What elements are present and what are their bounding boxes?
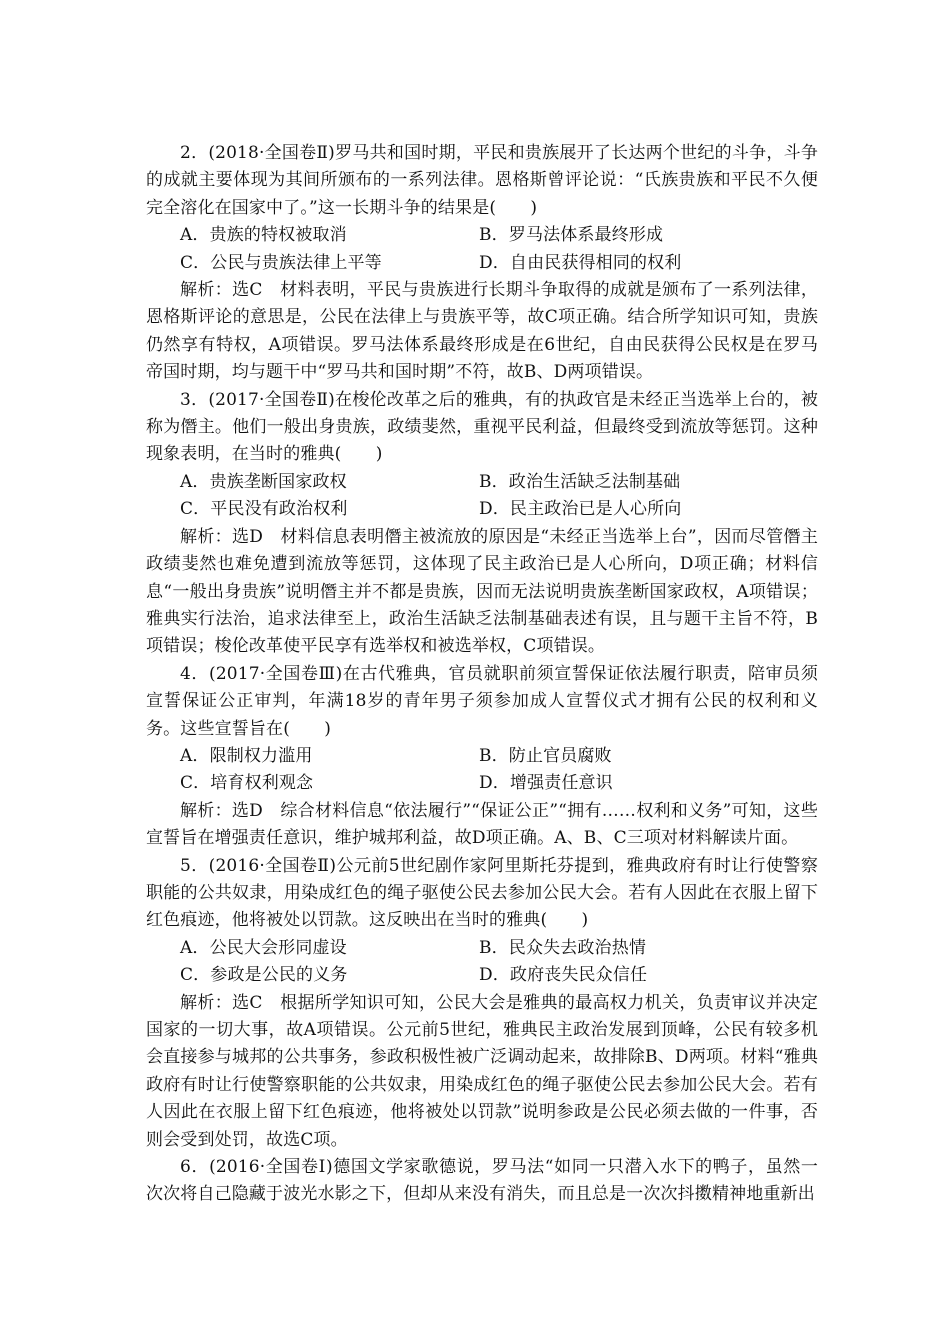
question-2-answer: 解析：选C 材料表明，平民与贵族进行长期斗争取得的成就是颁布了一系列法律，恩格斯评论的意思是，公民在法律上与贵族平等，故C项正确。结合所学知识可知，贵族仍然享有特权，A项错误。罗马法体系最终形成是在6世纪，自由民获得公民权是在罗马帝国时期，均与题干中“罗马共和国时期”不符，故B、D两项错误。: [146, 280, 818, 383]
question-5-option-b: B．民众失去政治热情: [479, 937, 646, 958]
question-4-option-b: B．防止官员腐败: [479, 745, 612, 766]
question-6-stem: 6．(2016·全国卷Ⅰ)德国文学家歌德说，罗马法“如同一只潜入水下的鸭子，虽然一次次将自己隐藏于波光水影之下，但却从来没有消失，而且总是一次次抖擞精神地重新出: [146, 1157, 818, 1205]
question-5-options-row-2: [146, 962, 818, 989]
question-4-option-d: D．增强责任意识: [479, 773, 613, 794]
question-5-options-row-1: [146, 935, 818, 962]
question-2-option-d: D．自由民获得相同的权利: [479, 252, 682, 273]
question-3-answer: 解析：选D 材料信息表明僭主被流放的原因是“未经正当选举上台”，因而尽管僭主政绩斐然也难免遭到流放等惩罚，这体现了民主政治已是人心所向，D项正确；材料信息“一般出身贵族”说明僭主并不都是贵族，因而无法说明贵族垄断国家政权，A项错误；雅典实行法治，追求法律至上，政治生活缺乏法制基础表述有误，且与题干主旨不符，B项错误；梭伦改革使平民享有选举权和被选举权，C项错误。: [146, 526, 818, 657]
question-2-stem: 2．(2018·全国卷Ⅱ)罗马共和国时期，平民和贵族展开了长达两个世纪的斗争，斗争的成就主要体现为其间所颁布的一系列法律。恩格斯曾评论说：“氏族贵族和平民不久便完全溶化在国家中了。”这一长期斗争的结果是( ): [146, 143, 818, 218]
question-5-option-c: C．参政是公民的义务: [180, 965, 348, 986]
question-5-stem: 5．(2016·全国卷Ⅱ)公元前5世纪剧作家阿里斯托芬提到，雅典政府有时让行使警察职能的公共奴隶，用染成红色的绳子驱使公民去参加公民大会。若有人因此在衣服上留下红色痕迹，他将被处以罚款。这反映出在当时的雅典( ): [146, 855, 818, 931]
question-5-option-a: A．公民大会形同虚设: [180, 937, 347, 958]
question-5-option-d: D．政府丧失民众信任: [479, 965, 648, 986]
question-4-options-row-1: [146, 743, 818, 770]
question-2-option-b: B．罗马法体系最终形成: [479, 225, 664, 246]
question-3-options-row-1: [146, 469, 818, 496]
question-4-option-c: C．培育权利观念: [180, 773, 314, 794]
question-2-option-c: C．公民与贵族法律上平等: [180, 252, 382, 273]
question-3-option-b: B．政治生活缺乏法制基础: [479, 471, 681, 492]
question-5-answer: 解析：选C 根据所学知识可知，公民大会是雅典的最高权力机关，负责审议并决定国家的一切大事，故A项错误。公元前5世纪，雅典民主政治发展到顶峰，公民有较多机会直接参与城邦的公共事务，参政积极性被广泛调动起来，故排除B、D两项。材料“雅典政府有时让行使警察职能的公共奴隶，用染成红色的绳子驱使公民去参加公民大会。若有人因此在衣服上留下红色痕迹，他将被处以罚款”说明参政是公民必须去做的一件事，否则会受到处罚，故选C项。: [146, 992, 818, 1150]
question-2-options-row-2: [146, 250, 818, 277]
question-3-option-d: D．民主政治已是人心所向: [479, 499, 682, 520]
question-2-option-a: A．贵族的特权被取消: [180, 225, 347, 246]
document-page: [146, 140, 818, 1209]
question-3-option-c: C．平民没有政治权利: [180, 499, 348, 520]
question-4-option-a: A．限制权力滥用: [180, 745, 313, 766]
question-4-stem: 4．(2017·全国卷Ⅲ)在古代雅典，官员就职前须宣誓保证依法履行职责，陪审员须宣誓保证公正审判，年满18岁的青年男子须参加成人宣誓仪式才拥有公民的权利和义务。这些宣誓旨在( ): [146, 663, 818, 739]
question-4-options-row-2: [146, 770, 818, 797]
question-3-options-row-2: [146, 496, 818, 523]
question-4-answer: 解析：选D 综合材料信息“依法履行”“保证公正”“拥有……权利和义务”可知，这些宣誓旨在增强责任意识，维护城邦利益，故D项正确。A、B、C三项对材料解读片面。: [146, 800, 818, 849]
question-3-stem: 3．(2017·全国卷Ⅱ)在梭伦改革之后的雅典，有的执政官是未经正当选举上台的，被称为僭主。他们一般出身贵族，政绩斐然，重视平民利益，但最终受到流放等惩罚。这种现象表明，在当时的雅典( ): [146, 389, 818, 465]
question-3-option-a: A．贵族垄断国家政权: [180, 471, 347, 492]
question-2-options-row-1: [146, 222, 818, 249]
